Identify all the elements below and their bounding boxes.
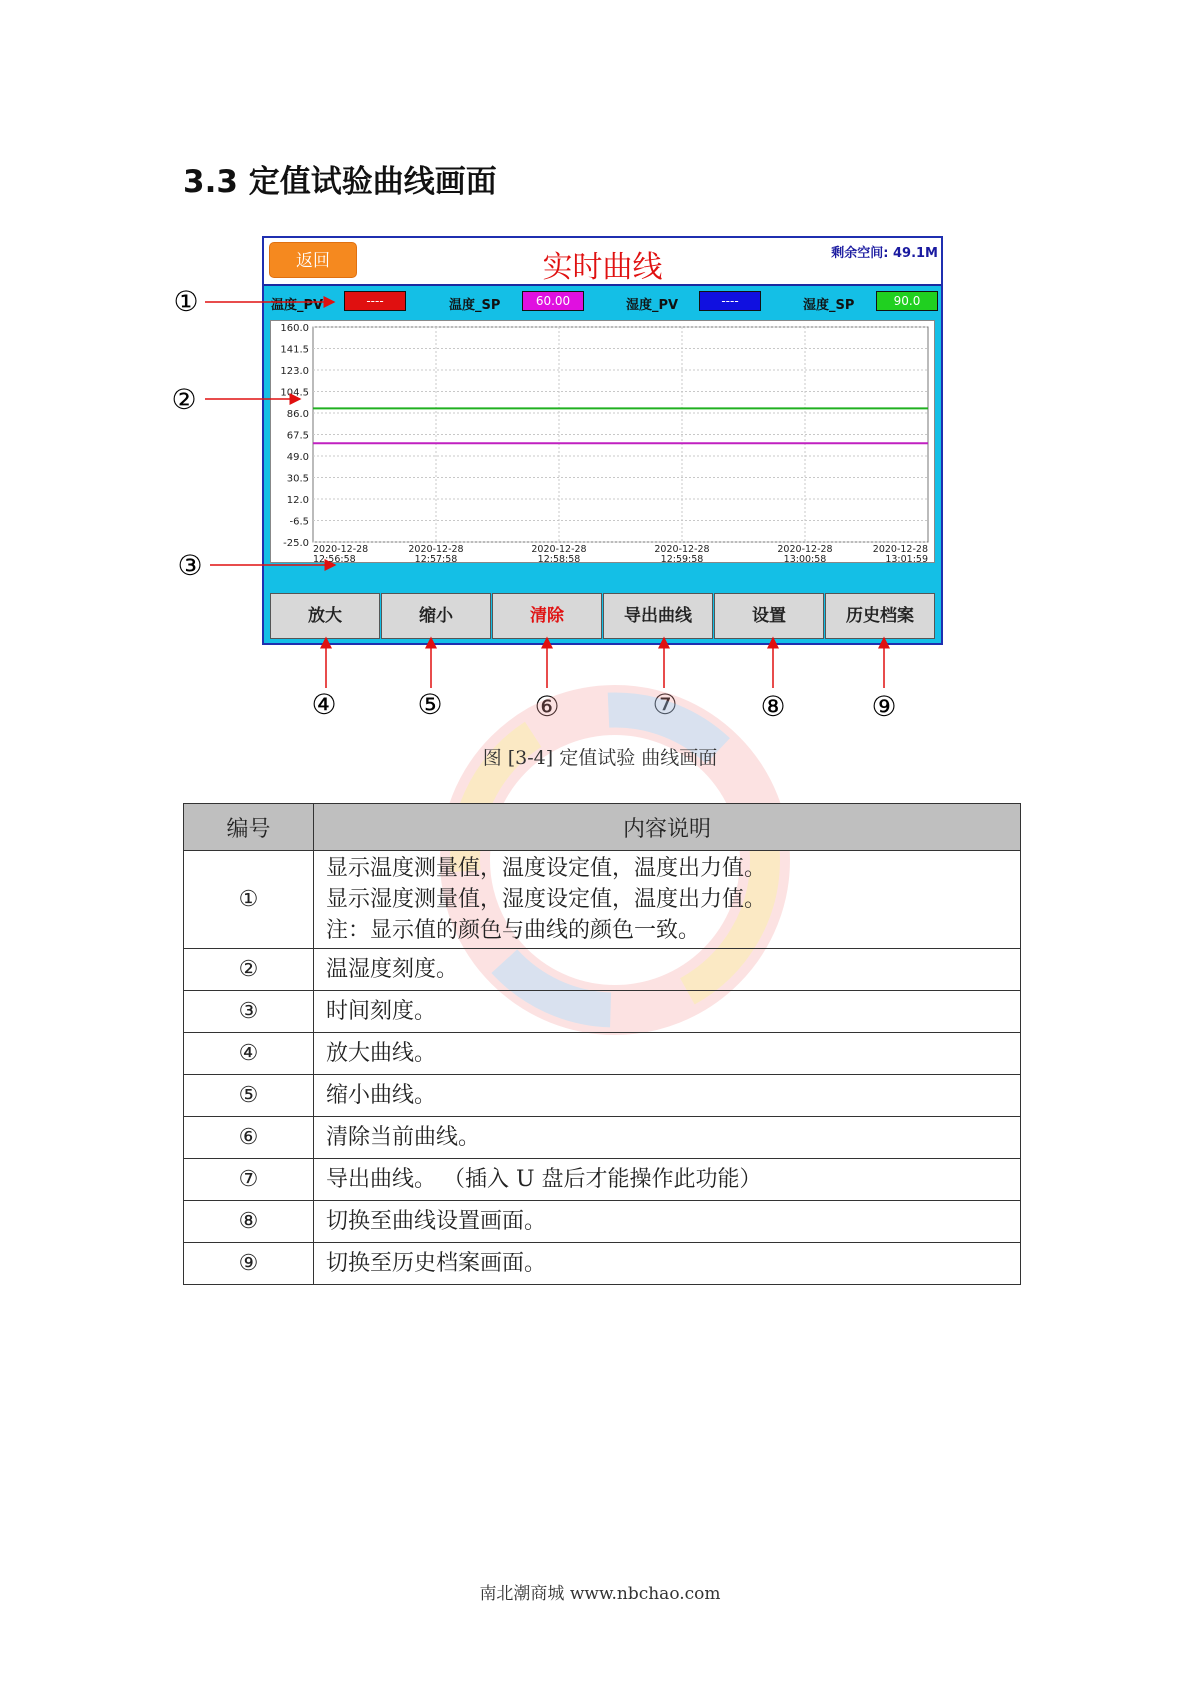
header-description: 内容说明: [314, 804, 1021, 851]
description-line: 显示湿度测量值，湿度设定值，温度出力值。: [326, 887, 767, 912]
clear-button[interactable]: 清除: [492, 593, 602, 639]
table-row: [184, 1117, 1021, 1159]
description-line: 注：显示值的颜色与曲线的颜色一致。: [326, 918, 701, 943]
x-tick-date: 2020-12-28: [531, 544, 587, 555]
y-tick-label: -6.5: [289, 516, 309, 528]
button-bar: [270, 593, 935, 639]
hmi-header: [264, 238, 941, 286]
callout-6: ⑥: [534, 690, 560, 723]
export-curve-button[interactable]: 导出曲线: [603, 593, 713, 639]
row-description: [314, 851, 1021, 949]
table-row: [184, 1075, 1021, 1117]
header-number: 编号: [184, 804, 314, 851]
row-description: [314, 1159, 1021, 1201]
callout-1: ①: [173, 285, 199, 318]
legend-label-temp-pv: 温度_PV: [271, 298, 324, 313]
description-line: 切换至曲线设置画面。: [326, 1209, 547, 1234]
x-tick-time: 13:01:59: [885, 554, 928, 562]
hmi-screenshot: [262, 236, 943, 645]
x-tick-time: 12:57:58: [414, 554, 458, 562]
table-row: [184, 1201, 1021, 1243]
y-tick-label: 104.5: [280, 387, 309, 399]
row-description: [314, 1243, 1021, 1285]
figure-caption: 图 [3-4] 定值试验 曲线画面: [482, 747, 718, 769]
table-row: [184, 949, 1021, 991]
callout-7: ⑦: [652, 688, 678, 721]
x-tick-date: 2020-12-28: [313, 544, 369, 555]
x-tick-time: 12:58:58: [537, 554, 581, 562]
legend-label-hum-sp: 湿度_SP: [803, 298, 855, 313]
free-space-label: 剩余空间: 49.1M: [831, 246, 938, 261]
zoom-out-button[interactable]: 缩小: [381, 593, 491, 639]
y-tick-label: 30.5: [286, 473, 309, 485]
row-description: [314, 949, 1021, 991]
row-description: [314, 1117, 1021, 1159]
y-tick-label: 141.5: [280, 344, 309, 356]
section-heading: 3.3 定值试验曲线画面: [183, 164, 497, 200]
description-line: 温湿度刻度。: [326, 957, 459, 982]
legend-label-hum-pv: 湿度_PV: [626, 298, 679, 313]
y-tick-label: 160.0: [280, 323, 309, 334]
legend-value-hum-pv: ----: [699, 291, 761, 311]
description-line: 放大曲线。: [326, 1041, 437, 1066]
hmi-title: 实时曲线: [542, 250, 663, 285]
row-description: [314, 1201, 1021, 1243]
x-tick-date: 2020-12-28: [408, 544, 464, 555]
trend-chart: [271, 321, 934, 562]
row-number: ①: [184, 851, 314, 949]
back-button[interactable]: 返回: [269, 242, 357, 278]
history-button[interactable]: 历史档案: [825, 593, 935, 639]
settings-button[interactable]: 设置: [714, 593, 824, 639]
row-number: ④: [184, 1033, 314, 1075]
x-tick-time: 12:56:58: [313, 554, 356, 562]
legend-value-temp-pv: ----: [344, 291, 406, 311]
row-description: [314, 1033, 1021, 1075]
row-number: ⑦: [184, 1159, 314, 1201]
table-row: [184, 991, 1021, 1033]
y-tick-label: 86.0: [286, 409, 309, 420]
description-line: 缩小曲线。: [326, 1083, 437, 1108]
y-tick-label: 123.0: [280, 366, 309, 377]
row-number: ③: [184, 991, 314, 1033]
x-tick-date: 2020-12-28: [777, 544, 833, 555]
legend-label-temp-sp: 温度_SP: [449, 298, 501, 313]
callout-3: ③: [177, 549, 203, 582]
legend-bar: [264, 286, 941, 316]
x-tick-date: 2020-12-28: [872, 544, 928, 555]
y-tick-label: 12.0: [286, 495, 309, 506]
y-tick-label: 67.5: [286, 430, 309, 442]
zoom-in-button[interactable]: 放大: [270, 593, 380, 639]
trend-plot: [270, 320, 935, 563]
callout-8: ⑧: [760, 690, 786, 723]
y-tick-label: -25.0: [283, 538, 309, 549]
description-line: 切换至历史档案画面。: [326, 1251, 547, 1276]
x-tick-time: 13:00:58: [783, 554, 827, 562]
description-line: 时间刻度。: [326, 999, 437, 1024]
table-row: [184, 1159, 1021, 1201]
x-tick-time: 12:59:58: [660, 554, 704, 562]
page-footer: 南北潮商城 www.nbchao.com: [479, 1584, 721, 1604]
y-tick-label: 49.0: [286, 452, 309, 463]
table-row: [184, 1033, 1021, 1075]
row-number: ⑨: [184, 1243, 314, 1285]
callout-9: ⑨: [871, 690, 897, 723]
legend-value-hum-sp: 90.0: [876, 291, 938, 311]
callout-4: ④: [311, 688, 337, 721]
row-number: ⑤: [184, 1075, 314, 1117]
row-description: [314, 991, 1021, 1033]
description-table: [183, 803, 1021, 1285]
row-description: [314, 1075, 1021, 1117]
table-row: [184, 1243, 1021, 1285]
row-number: ⑥: [184, 1117, 314, 1159]
callout-5: ⑤: [417, 688, 443, 721]
callout-2: ②: [171, 383, 197, 416]
description-line: 清除当前曲线。: [326, 1125, 481, 1150]
description-line: 导出曲线。 （插入 U 盘后才能操作此功能）: [326, 1167, 762, 1192]
legend-value-temp-sp: 60.00: [522, 291, 584, 311]
row-number: ②: [184, 949, 314, 991]
x-tick-date: 2020-12-28: [654, 544, 710, 555]
description-line: 显示温度测量值，温度设定值，温度出力值。: [326, 856, 767, 881]
table-row: [184, 851, 1021, 949]
row-number: ⑧: [184, 1201, 314, 1243]
